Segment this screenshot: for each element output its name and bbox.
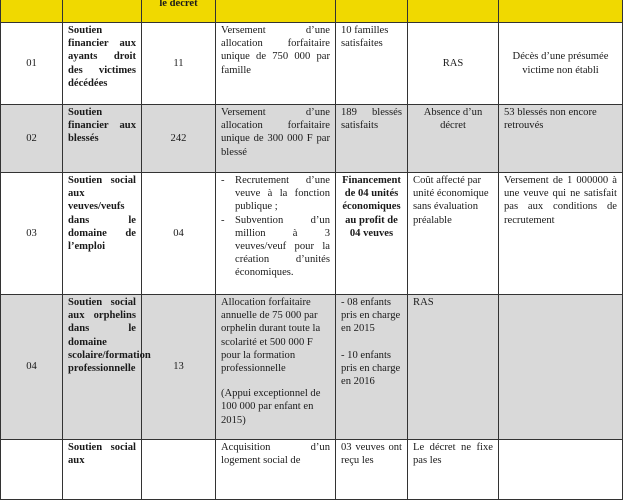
result-2016: - 10 enfants pris en charge en 2016 (341, 349, 401, 388)
row-subject: Soutien social aux veuves/veufs dans le domaine de l’emploi (63, 173, 142, 295)
result-2015: - 08 enfants pris en charge en 2015 (341, 297, 401, 335)
row-difficulty: RAS (408, 23, 499, 105)
row-subject: Soutien social aux (63, 440, 142, 500)
row-count: 242 (142, 105, 216, 173)
row-result: 10 familles satisfaites (336, 23, 408, 105)
row-subject: Soutien financier aux ayants droit des victimes décédées (63, 23, 142, 105)
row-number: 01 (1, 23, 63, 105)
row-difficulty: Le décret ne fixe pas les (408, 440, 499, 500)
measure-list (221, 174, 330, 280)
header-cell-subject (63, 0, 142, 23)
row-measure (216, 173, 336, 295)
row-measure (216, 295, 336, 440)
header-cell-count: le décret (142, 0, 216, 23)
row-count: 11 (142, 23, 216, 105)
row-result: Financement de 04 unités économiques au profit de 04 veuves (336, 173, 408, 295)
row-result: 03 veuves ont reçu les (336, 440, 408, 500)
table-row (1, 295, 623, 440)
row-difficulty: RAS (408, 295, 499, 440)
header-cell-result (336, 0, 408, 23)
row-number: 04 (1, 295, 63, 440)
measure-text: Allocation forfaitaire annuelle de 75 000 par orphelin durant toute la scolarité et 500 000 F pour la formation professionnelle (221, 297, 321, 375)
table-row (1, 173, 623, 295)
row-number: 02 (1, 105, 63, 173)
header-cell-observation (499, 0, 623, 23)
row-observation (499, 440, 623, 500)
row-count: 04 (142, 173, 216, 295)
row-measure: Acquisition d’un logement social de (216, 440, 336, 500)
row-subject: Soutien social aux orphelins dans le domaine scolaire/formation professionnelle (63, 295, 142, 440)
row-number: 03 (1, 173, 63, 295)
header-cell-measure (216, 0, 336, 23)
table-row (1, 440, 623, 500)
header-cell-difficulty (408, 0, 499, 23)
row-observation: Versement de 1 000000 à une veuve qui ne satisfait pas aux conditions de recrutement (499, 173, 623, 295)
list-item: - Recrutement d’une veuve à la fonction publique ; (221, 174, 330, 214)
row-difficulty: Absence d’un décret (408, 105, 499, 173)
row-number (1, 440, 63, 500)
row-observation: Décès d’une présumée victime non établi (499, 23, 623, 105)
measure-note: (Appui exceptionnel de 100 000 par enfant en 2015) (221, 388, 321, 426)
row-observation (499, 295, 623, 440)
row-count: 13 (142, 295, 216, 440)
row-measure: Versement d’une allocation forfaitaire unique de 300 000 F par blessé (216, 105, 336, 173)
table-header-row (1, 0, 623, 23)
row-result (336, 295, 408, 440)
table-row (1, 23, 623, 105)
row-observation: 53 blessés non encore retrouvés (499, 105, 623, 173)
row-result: 189 blessés satisfaits (336, 105, 408, 173)
header-cell-number (1, 0, 63, 23)
row-subject: Soutien financier aux blessés (63, 105, 142, 173)
list-item: - Subvention d’un million à 3 veuves/veuf pour la création d’unités économiques. (221, 214, 330, 280)
row-difficulty: Coût affecté par unité économique sans évaluation préalable (408, 173, 499, 295)
table-row (1, 105, 623, 173)
row-measure: Versement d’une allocation forfaitaire unique de 750 000 par famille (216, 23, 336, 105)
row-count (142, 440, 216, 500)
